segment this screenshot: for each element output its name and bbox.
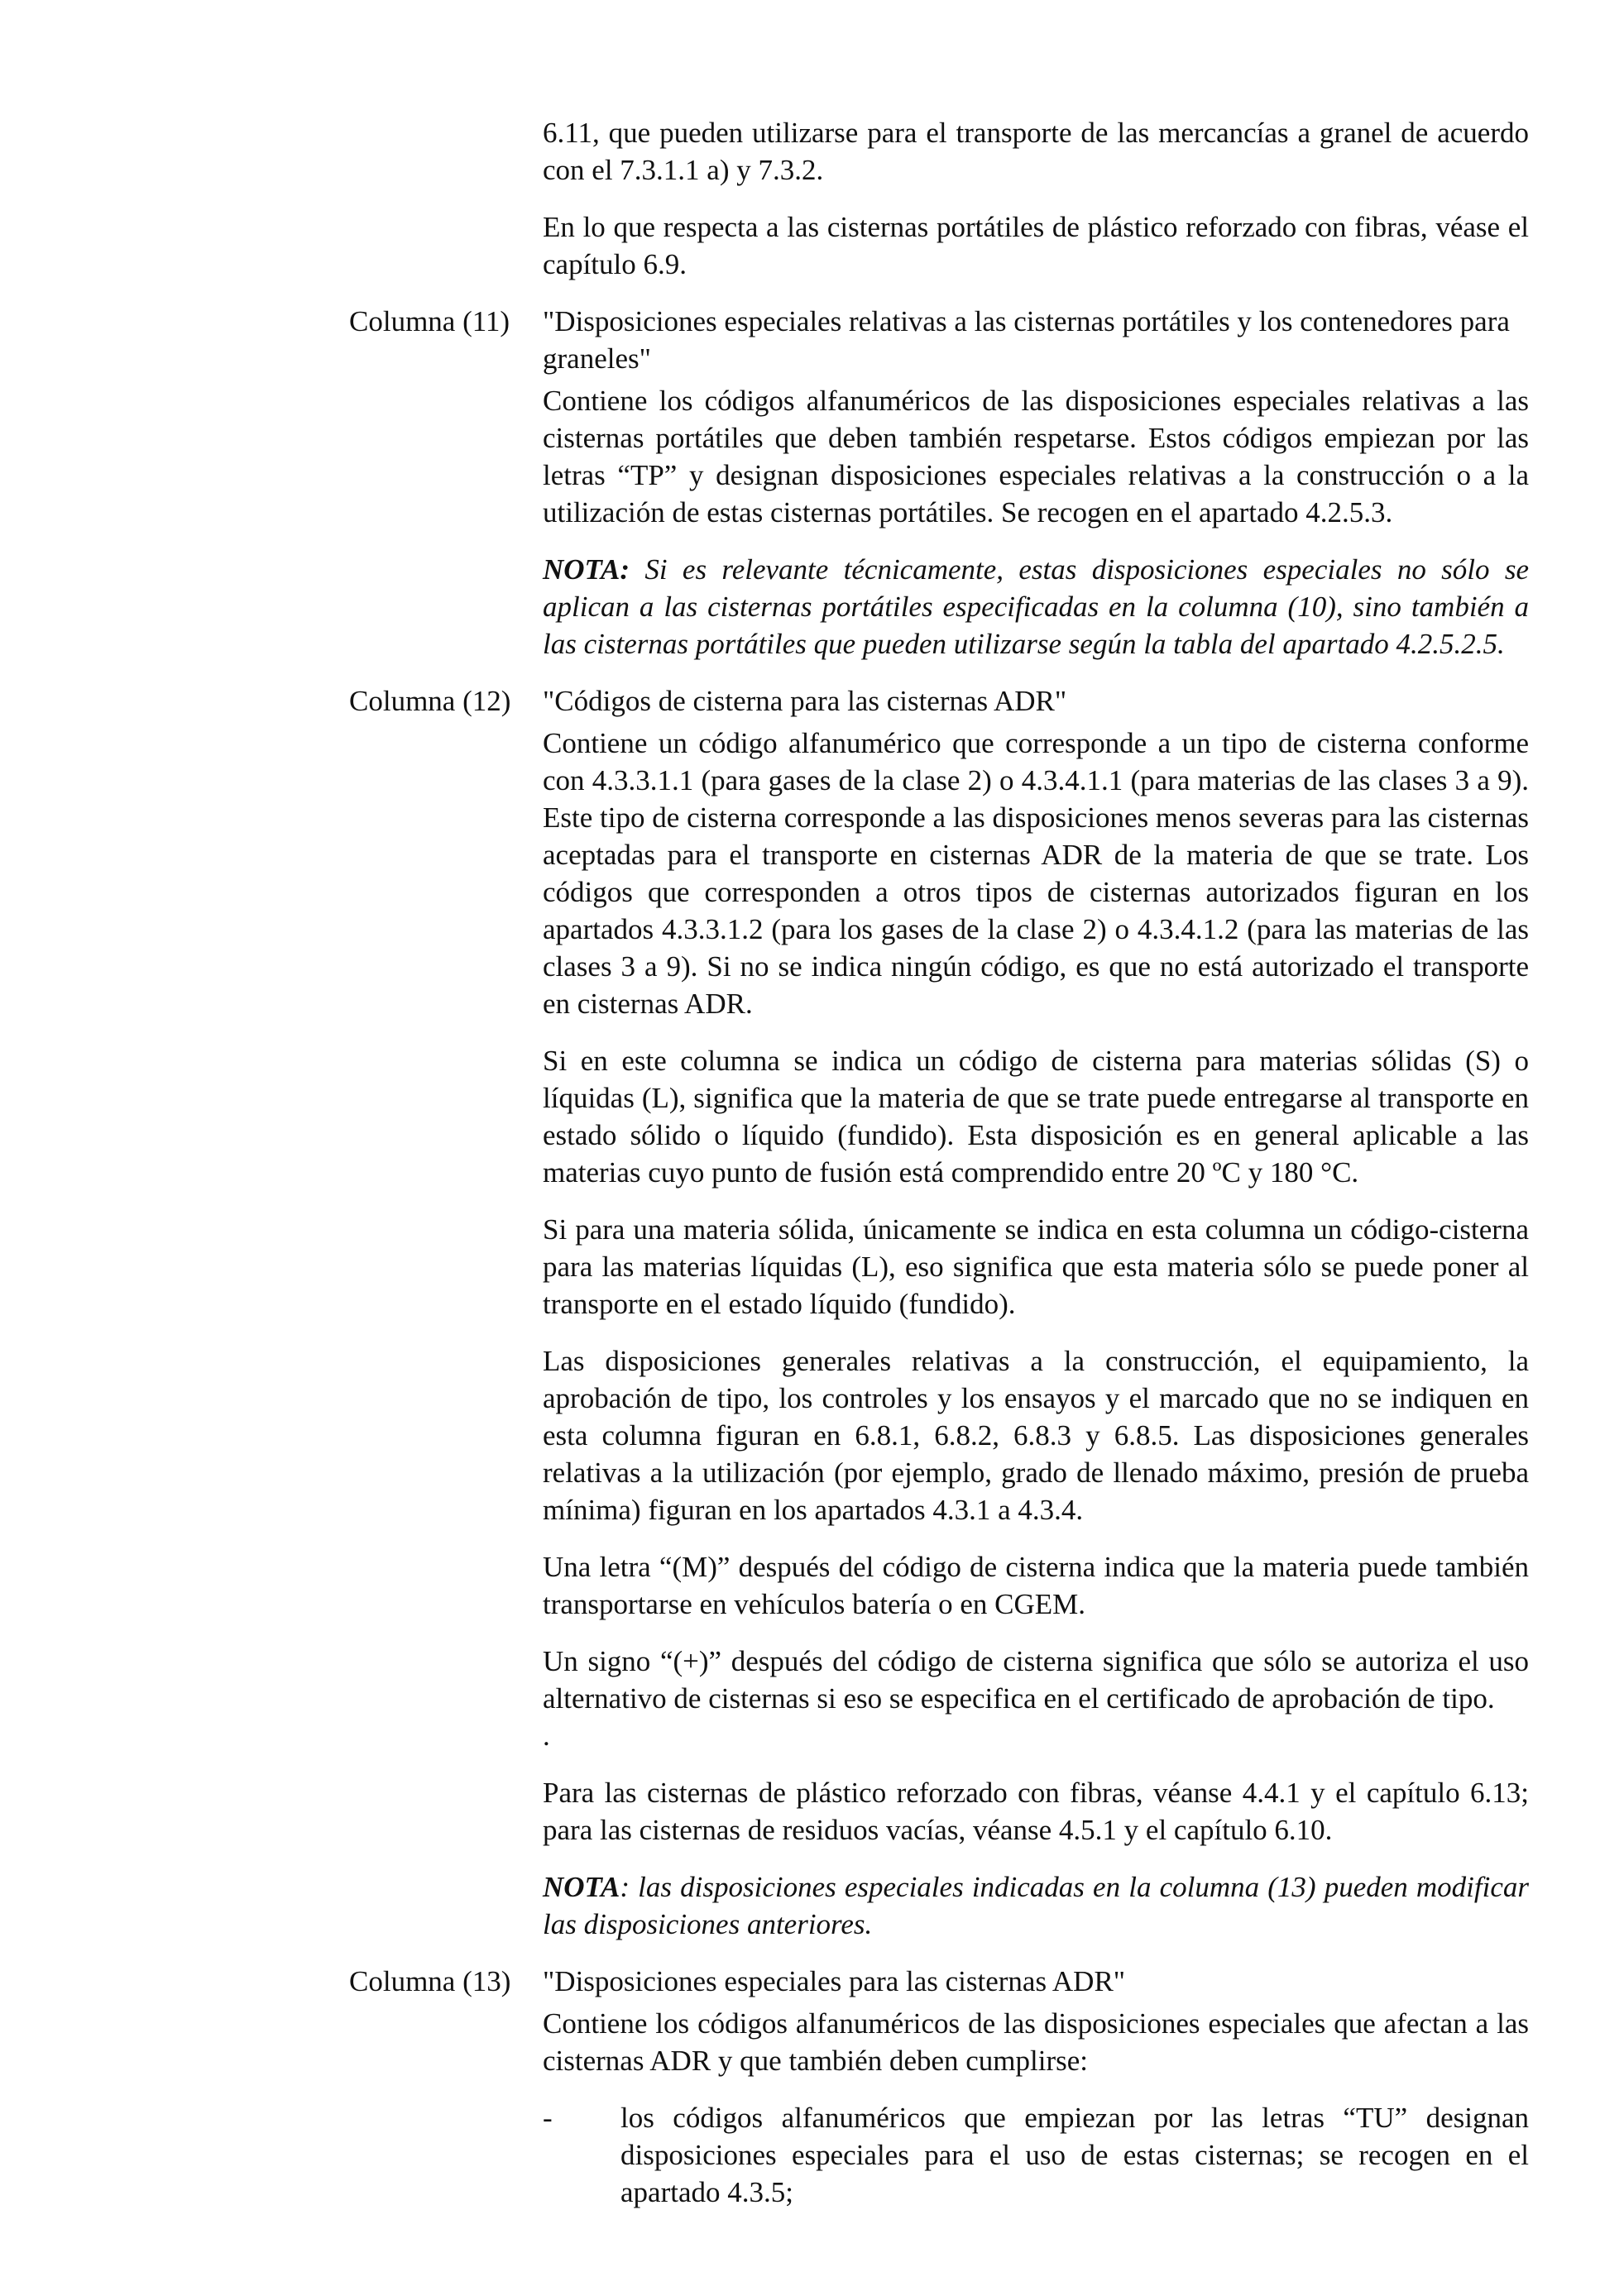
section-label: Columna (13) bbox=[349, 1965, 511, 1997]
section-title: "Disposiciones especiales para las cisternas ADR" bbox=[543, 1965, 1126, 1997]
paragraph: 6.11, que pueden utilizarse para el transporte de las mercancías a granel de acuerdo con el 7.3.1.1 a) y 7.3.2. bbox=[543, 117, 1529, 186]
paragraph: Si en este columna se indica un código de cisterna para materias sólidas (S) o líquidas (L), significa que la materia de que se trate puede entregarse al transporte en estado sólido o líquido (fundido). Esta disposición es en general aplicable a las materias cuyo punto de fusión está comprendido entre 20 ºC y 180 °C. bbox=[543, 1045, 1529, 1189]
stray-dot: . bbox=[543, 1720, 550, 1752]
note bbox=[543, 1868, 1529, 1943]
list-dash: - bbox=[543, 2102, 553, 2134]
section-column-13 bbox=[349, 1963, 1529, 2211]
document-body bbox=[349, 114, 1529, 2231]
section-label: Columna (12) bbox=[349, 685, 511, 717]
paragraph: Las disposiciones generales relativas a la construcción, el equipamiento, la aprobación de tipo, los controles y los ensayos y el marcado que no se indiquen en esta columna figuran en 6.8.1, 6.8.2, 6.8.3 y 6.8.5. Las disposiciones generales relativas a la utilización (por ejemplo, grado de llenado máximo, presión de prueba mínima) figuran en los apartados 4.3.1 a 4.3.4. bbox=[543, 1345, 1529, 1526]
section-column-11 bbox=[349, 303, 1529, 662]
note-text: : las disposiciones especiales indicadas en la columna (13) pueden modificar las disposiciones anteriores. bbox=[543, 1871, 1529, 1940]
paragraph: Contiene los códigos alfanuméricos de las disposiciones especiales relativas a las cisternas portátiles que deben también respetarse. Estos códigos empiezan por las letras “TP” y designan disposiciones especiales relativas a la construcción o a la utilización de estas cisternas portátiles. Se recogen en el apartado 4.2.5.3. bbox=[543, 385, 1529, 529]
paragraph: En lo que respecta a las cisternas portátiles de plástico reforzado con fibras, véase el capítulo 6.9. bbox=[543, 211, 1529, 280]
section-title: "Disposiciones especiales relativas a las cisternas portátiles y los contenedores para graneles" bbox=[543, 305, 1510, 375]
paragraph: Contiene un código alfanumérico que corresponde a un tipo de cisterna conforme con 4.3.3.1.1 (para gases de la clase 2) o 4.3.4.1.1 (para materias de las clases 3 a 9). Este tipo de cisterna corresponde a las disposiciones menos severas para las cisternas aceptadas para el transporte en cisternas ADR de la materia de que se trate. Los códigos que corresponden a otros tipos de cisternas autorizados figuran en los apartados 4.3.3.1.2 (para los gases de la clase 2) o 4.3.4.1.2 (para las materias de las clases 3 a 9). Si no se indica ningún código, es que no está autorizado el transporte en cisternas ADR. bbox=[543, 727, 1529, 1020]
section-title: "Códigos de cisterna para las cisternas ADR" bbox=[543, 685, 1067, 717]
note-text: Si es relevante técnicamente, estas disposiciones especiales no sólo se aplican a las cisternas portátiles especificadas en la columna (10), sino también a las cisternas portátiles que pueden utilizarse según la tabla del apartado 4.2.5.2.5. bbox=[543, 553, 1529, 660]
paragraph: Un signo “(+)” después del código de cisterna significa que sólo se autoriza el uso alternativo de cisternas si eso se especifica en el certificado de aprobación de tipo. bbox=[543, 1645, 1529, 1715]
paragraph: Una letra “(M)” después del código de cisterna indica que la materia puede también transportarse en vehículos batería o en CGEM. bbox=[543, 1551, 1529, 1620]
list-item bbox=[543, 2099, 1529, 2211]
note-label: NOTA bbox=[543, 1871, 620, 1903]
paragraph: Para las cisternas de plástico reforzado con fibras, véanse 4.4.1 y el capítulo 6.13; para las cisternas de residuos vacías, véanse 4.5.1 y el capítulo 6.10. bbox=[543, 1777, 1529, 1846]
section-label: Columna (11) bbox=[349, 305, 510, 337]
list-item-text: los códigos alfanuméricos que empiezan por las letras “TU” designan disposiciones especiales para el uso de estas cisternas; se recogen en el apartado 4.3.5; bbox=[620, 2102, 1529, 2208]
section-column-12 bbox=[349, 682, 1529, 1943]
note bbox=[543, 551, 1529, 662]
note-label: NOTA: bbox=[543, 553, 630, 586]
paragraph: Si para una materia sólida, únicamente se indica en esta columna un código-cisterna para las materias líquidas (L), eso significa que esta materia sólo se puede poner al transporte en el estado líquido (fundido). bbox=[543, 1213, 1529, 1320]
paragraph: Contiene los códigos alfanuméricos de las disposiciones especiales que afectan a las cisternas ADR y que también deben cumplirse: bbox=[543, 2007, 1529, 2077]
